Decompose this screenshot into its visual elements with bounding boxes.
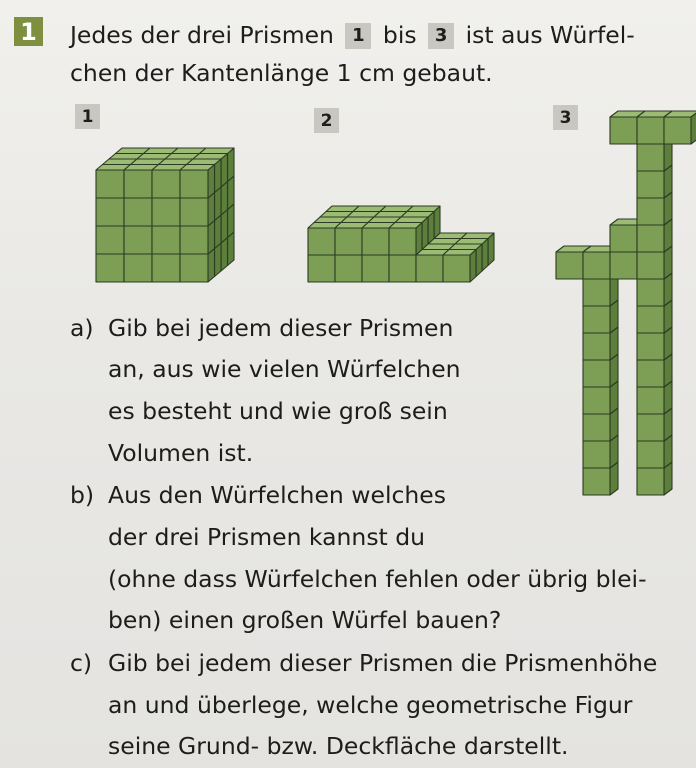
intro-text-a: Jedes der drei Prismen — [70, 21, 334, 49]
prism-2-step-block — [308, 206, 494, 282]
task-b-line-4: ben) einen großen Würfel bauen? — [108, 606, 502, 634]
task-c-line-1: Gib bei jedem dieser Prismen die Prismenhöhe — [108, 649, 658, 677]
prism-2-cube-35 — [443, 250, 476, 283]
task-c-marker: c) — [70, 649, 93, 677]
task-b-marker: b) — [70, 481, 95, 509]
prism-3-cube-27 — [664, 111, 696, 144]
intro-line-2: chen der Kantenlänge 1 cm gebaut. — [70, 59, 493, 87]
prism-label-3: 3 — [553, 105, 578, 130]
prism-3-arch-block — [556, 111, 696, 495]
prism-1-cube-block — [96, 148, 234, 282]
task-b-line-1: Aus den Würfelchen welches — [108, 481, 446, 509]
task-b-line-2: der drei Prismen kannst du — [108, 523, 426, 551]
task-a-marker: a) — [70, 314, 94, 342]
task-a-line-1: Gib bei jedem dieser Prismen — [108, 314, 454, 342]
intro-ref-first: 1 — [345, 23, 371, 49]
task-a-line-4: Volumen ist. — [108, 439, 254, 467]
prism-label-2: 2 — [314, 108, 339, 133]
intro-text-b: bis — [382, 21, 417, 49]
task-c-line-3: seine Grund- bzw. Deckfläche darstellt. — [108, 732, 569, 760]
task-a-line-3: es besteht und wie groß sein — [108, 397, 448, 425]
task-number-badge: 1 — [14, 17, 43, 46]
task-c-line-2: an und überlege, welche geometrische Figur — [108, 691, 633, 719]
prism-label-1: 1 — [75, 104, 100, 129]
prism-1-cube-63 — [180, 165, 215, 199]
task-b-line-3: (ohne dass Würfelchen fehlen oder übrig blei- — [108, 565, 647, 593]
intro-text-c: ist aus Würfel- — [465, 21, 635, 49]
prism-2-cube-39 — [389, 223, 422, 256]
intro-ref-last: 3 — [428, 23, 454, 49]
task-a-line-2: an, aus wie vielen Würfelchen — [108, 355, 461, 383]
